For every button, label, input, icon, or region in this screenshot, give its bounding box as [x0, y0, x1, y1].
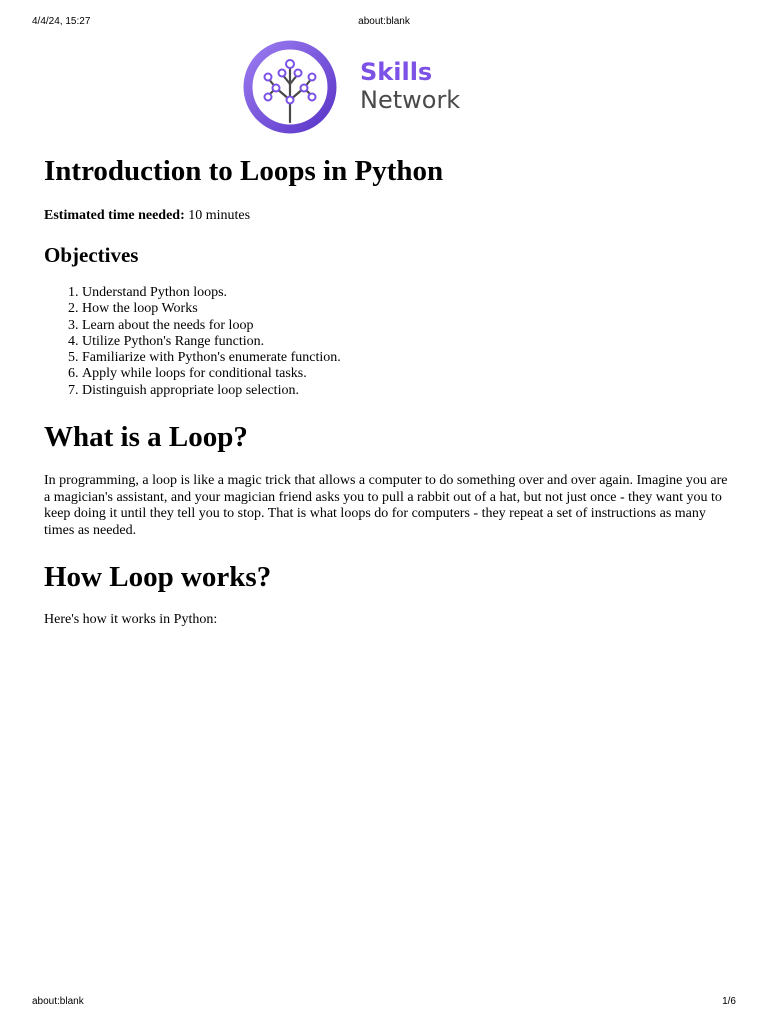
what-is-a-loop-heading: What is a Loop? — [44, 421, 248, 453]
logo-line-skills: Skills — [360, 58, 433, 86]
logo-wordmark — [360, 58, 460, 114]
logo-line-network: Network — [360, 86, 461, 114]
objectives-heading: Objectives — [44, 243, 139, 267]
objective-item: 6. Apply while loops for conditional tasks. — [82, 366, 341, 382]
objectives-list — [44, 285, 341, 399]
print-footer — [0, 996, 768, 1010]
objective-item: 3. Learn about the needs for loop — [82, 318, 341, 334]
objective-item: 2. How the loop Works — [82, 301, 341, 317]
objective-item: 1. Understand Python loops. — [82, 285, 341, 301]
estimated-time — [44, 208, 250, 224]
page-title: Introduction to Loops in Python — [44, 155, 444, 187]
objective-item: 4. Utilize Python's Range function. — [82, 334, 341, 350]
how-loop-works-heading: How Loop works? — [44, 561, 272, 593]
print-header — [0, 16, 768, 30]
objective-item: 5. Familiarize with Python's enumerate function. — [82, 350, 341, 366]
estimated-time-value: 10 minutes — [188, 208, 251, 223]
print-url: about:blank — [32, 996, 84, 1007]
objective-item: 7. Distinguish appropriate loop selection. — [82, 383, 341, 399]
estimated-time-label: Estimated time needed: — [44, 208, 185, 223]
skills-network-logo — [238, 40, 488, 134]
print-page-title: about:blank — [358, 16, 410, 27]
print-datetime: 4/4/24, 15:27 — [32, 16, 91, 27]
how-loop-works-paragraph: Here's how it works in Python: — [44, 612, 218, 627]
skills-network-tree-icon — [238, 40, 338, 134]
what-is-a-loop-paragraph: In programming, a loop is like a magic trick that allows a computer to do something over and over again. Imagine you are a magician's assistant, and your magician friend asks you to pull a rabbit out of a hat, but not just once - they want you to keep doing it until they tell you to stop. That is what loops do for computers - they repeat a set of instructions as many times as needed. — [44, 473, 728, 538]
page-number: 1/6 — [722, 996, 736, 1007]
